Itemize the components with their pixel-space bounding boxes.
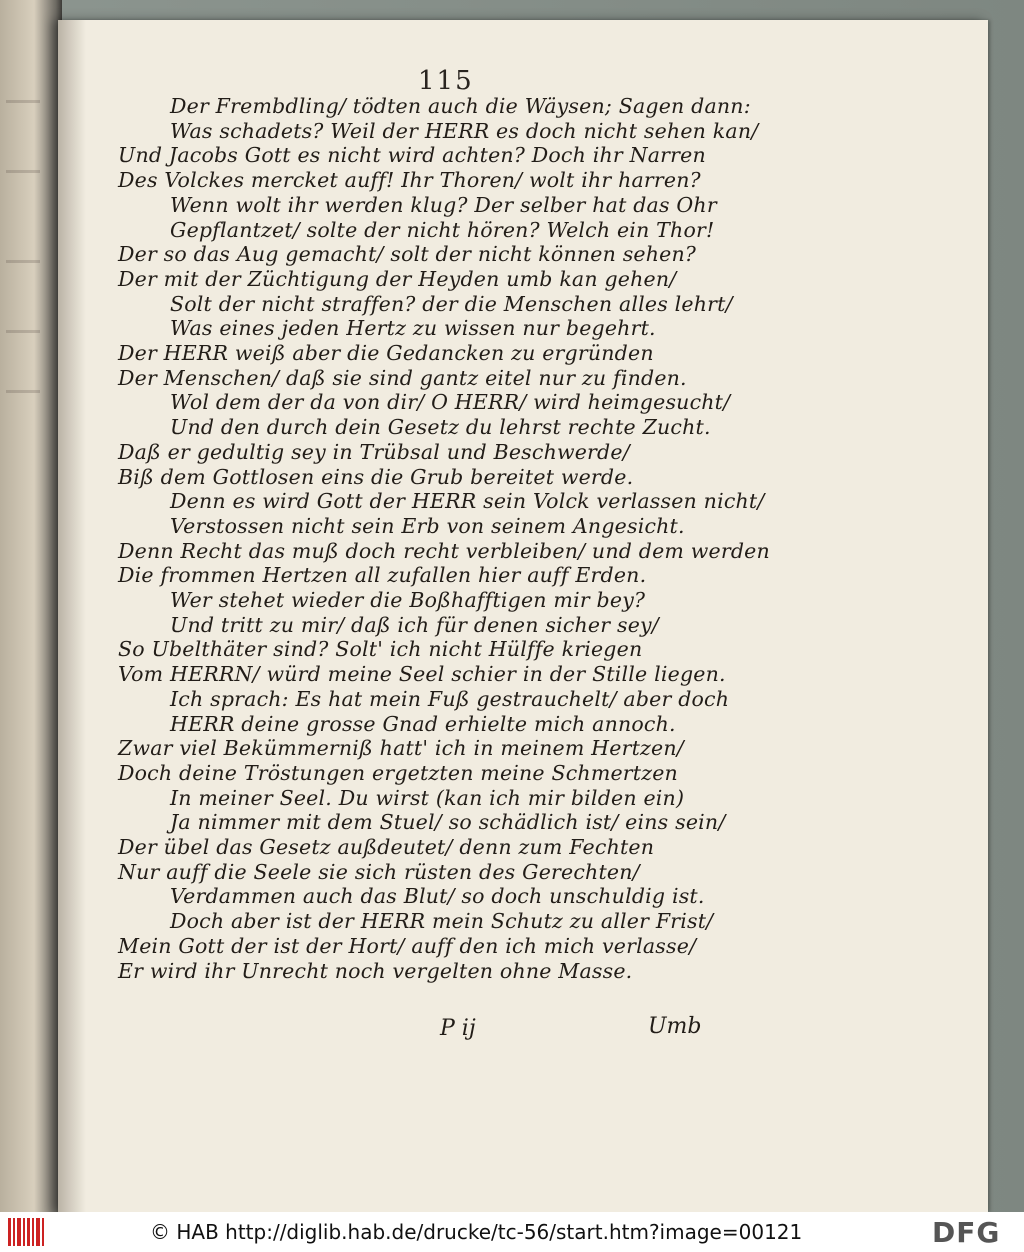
text-line: Ich sprach: Es hat mein Fuß gestrauchelt/ aber doch: [170, 686, 730, 711]
text-line: Der mit der Züchtigung der Heyden umb kan gehen/: [118, 266, 677, 291]
text-line: HERR deine grosse Gnad erhielte mich annoch.: [170, 711, 676, 736]
text-line: Der Frembdling/ tödten auch die Wäysen; Sagen dann:: [170, 94, 751, 118]
text-line: Biß dem Gottlosen eins die Grub bereitet werde.: [118, 464, 634, 489]
text-line: Wenn wolt ihr werden klug? Der selber hat das Ohr: [170, 192, 717, 217]
text-line: Er wird ihr Unrecht noch vergelten ohne Masse.: [118, 958, 633, 983]
viewer-footer: [0, 1212, 1024, 1252]
text-line: Nur auff die Seele sie sich rüsten des Gerechten/: [118, 859, 640, 884]
text-line: Der so das Aug gemacht/ solt der nicht können sehen?: [118, 242, 697, 267]
text-line: Und tritt zu mir/ daß ich für denen sicher sey/: [170, 612, 659, 637]
text-line: Doch aber ist der HERR mein Schutz zu aller Frist/: [170, 909, 714, 934]
text-line: Denn Recht das muß doch recht verbleiben/ und dem werden: [118, 538, 770, 563]
text-line: Vom HERRN/ würd meine Seel schier in der Stille liegen.: [118, 662, 726, 687]
text-line: Was schadets? Weil der HERR es doch nicht sehen kan/: [170, 118, 759, 143]
signature-mark: P ij: [440, 1016, 476, 1041]
text-line: Gepflantzet/ solte der nicht hören? Welch ein Thor!: [170, 217, 715, 242]
text-line: Des Volckes mercket auff! Ihr Thoren/ wolt ihr harren?: [118, 168, 701, 193]
text-line: Zwar viel Bekümmerniß hatt' ich in meinem Hertzen/: [118, 736, 684, 761]
dfg-logo: DFG: [932, 1216, 1001, 1249]
adjacent-page-edge: [0, 0, 62, 1212]
text-line: Denn es wird Gott der HERR sein Volck verlassen nicht/: [170, 489, 765, 514]
page-number: 115: [418, 66, 474, 96]
hab-logo-icon: [8, 1218, 48, 1246]
text-line: Wer stehet wieder die Boßhafftigen mir bey?: [170, 588, 646, 612]
copyright-notice[interactable]: © HAB http://diglib.hab.de/drucke/tc-56/start.htm?image=00121: [150, 1220, 803, 1244]
text-line: Die frommen Hertzen all zufallen hier auff Erden.: [118, 563, 647, 588]
text-line: Was eines jeden Hertz zu wissen nur begehrt.: [170, 316, 656, 341]
text-line: Und den durch dein Gesetz du lehrst rechte Zucht.: [170, 415, 711, 440]
text-line: Ja nimmer mit dem Stuel/ so schädlich ist/ eins sein/: [170, 810, 726, 835]
text-line: Der HERR weiß aber die Gedancken zu ergründen: [118, 341, 654, 365]
text-line: Und Jacobs Gott es nicht wird achten? Doch ihr Narren: [118, 143, 706, 168]
book-page: [58, 20, 988, 1212]
text-line: In meiner Seel. Du wirst (kan ich mir bilden ein): [170, 785, 685, 810]
text-line: Solt der nicht straffen? der die Menschen alles lehrt/: [170, 291, 733, 316]
catchword: Umb: [648, 1014, 702, 1039]
text-line: Daß er gedultig sey in Trübsal und Beschwerde/: [118, 439, 630, 464]
text-line: Doch deine Tröstungen ergetzten meine Schmertzen: [118, 760, 678, 785]
text-line: Verstossen nicht sein Erb von seinem Angesicht.: [170, 513, 685, 538]
text-line: Mein Gott der ist der Hort/ auff den ich mich verlasse/: [118, 933, 697, 958]
text-line: Der übel das Gesetz außdeutet/ denn zum Fechten: [118, 835, 655, 859]
text-line: Der Menschen/ daß sie sind gantz eitel nur zu finden.: [118, 365, 687, 390]
text-line: So Ubelthäter sind? Solt' ich nicht Hülffe kriegen: [118, 637, 643, 662]
text-line: Verdammen auch das Blut/ so doch unschuldig ist.: [170, 884, 705, 909]
text-line: Wol dem der da von dir/ O HERR/ wird heimgesucht/: [170, 390, 731, 415]
